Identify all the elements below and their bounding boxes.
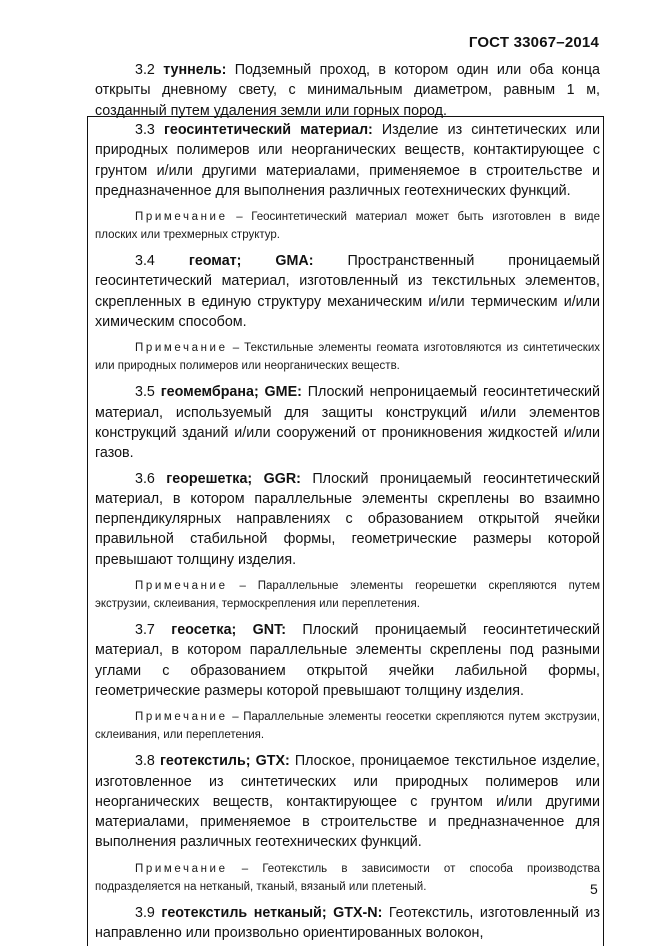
term-name: туннель: — [163, 62, 227, 78]
term-entry-3-7 — [95, 620, 600, 701]
note-3-7 — [95, 708, 600, 744]
note-label: Примечание — [135, 580, 228, 593]
term-name: геотекстиль; GTX: — [159, 753, 290, 770]
note-3-6 — [95, 577, 600, 613]
term-name: геотекстиль нетканый; GTX-N: — [161, 904, 383, 921]
note-3-3 — [95, 208, 600, 244]
term-definition: Изделие из синтетических или природных полимеров или неорганических веществ, контактирующее с грунтом и/или другими материалами, применяемое в строительстве и предназначенное для выполнения различных геотехнических функций. — [95, 122, 600, 199]
note-3-4 — [95, 339, 600, 375]
term-name: георешетка; GGR: — [166, 470, 301, 487]
note-label: Примечание — [135, 711, 228, 724]
term-definition: Геотекстиль, изготовленный из направленно или произвольно ориентированных волокон, — [95, 904, 600, 942]
term-name: геосинтетический материал: — [163, 122, 373, 138]
note-label: Примечание — [135, 862, 228, 875]
term-entry-3-2 — [95, 60, 600, 121]
term-entry-3-9 — [95, 903, 600, 944]
term-entry-3-8 — [95, 751, 600, 852]
term-name: геомембрана; GME: — [160, 384, 302, 401]
term-number: 3.4 — [135, 253, 155, 270]
term-entry-3-5 — [95, 382, 600, 463]
note-text: – Текстильные элементы геомата изготовляются из синтетических или природных полимеров или неорганических веществ. — [95, 342, 600, 373]
term-entry-3-6 — [95, 469, 600, 570]
note-text: – Геосинтетический материал может быть изготовлен в виде плоских или трехмерных структур. — [95, 211, 600, 242]
term-entry-3-3 — [95, 120, 600, 201]
term-definition: Плоское, проницаемое текстильное изделие, изготовленное из синтетических или природных полимеров или неорганических веществ, контактирующее с грунтом и/или другими материалами, применяемое в строительстве и предназначенное для выполнения различных геотехнических функций. — [95, 753, 600, 851]
note-label: Примечание — [135, 211, 228, 224]
note-text: – Параллельные элементы георешетки скрепляются путем экструзии, склеивания, термоскрепления или переплетения. — [95, 580, 600, 611]
note-3-8 — [95, 860, 600, 896]
term-name: геомат; GMA: — [188, 253, 314, 270]
term-number: 3.6 — [135, 470, 155, 487]
term-number: 3.7 — [135, 622, 155, 639]
term-number: 3.8 — [135, 753, 155, 770]
note-text: – Параллельные элементы геосетки скрепляются путем экструзии, склеивания, или переплетения. — [95, 711, 600, 742]
term-definition: Плоский проницаемый геосинтетический материал, в котором параллельные элементы скреплены под разными углами с образованием открытой ячейки лабильной формы, геометрические размеры которой превышают толщину изделия. — [95, 622, 600, 699]
document-code-header: ГОСТ 33067–2014 — [468, 34, 599, 51]
term-number: 3.5 — [135, 384, 155, 401]
term-definition: Плоский проницаемый геосинтетический материал, в котором параллельные элементы скреплены во взаимно перпендикулярных направлениях с образованием открытой ячейки правильной стабильной формы, геометрические размеры которой превышают толщину изделия. — [95, 470, 600, 568]
term-entry-3-4 — [95, 251, 600, 332]
term-number: 3.2 — [135, 62, 155, 78]
term-number: 3.3 — [135, 122, 155, 138]
term-definition: Плоский непроницаемый геосинтетический материал, используемый для защиты конструкций и/или элементов конструкций зданий и/или сооружений от проникновения жидкостей и/или газов. — [95, 384, 600, 462]
framed-terms — [95, 120, 600, 943]
term-definition: Подземный проход, в котором один или оба конца открыты дневному свету, с минимальным диаметром, равным 1 м, созданный путем удаления земли или горных пород. — [95, 62, 600, 119]
term-definition: Пространственный проницаемый геосинтетический материал, изготовленный из текстильных элементов, скрепленных в единую структуру механическим и/или термическим и/или химическим способом. — [95, 253, 600, 331]
term-name: геосетка; GNT: — [171, 622, 287, 639]
page-number: 5 — [590, 881, 598, 897]
note-text: – Геотекстиль в зависимости от способа производства подразделяется на нетканый, тканый, вязаный или плетеный. — [95, 862, 600, 893]
term-number: 3.9 — [135, 904, 155, 921]
note-label: Примечание — [135, 342, 228, 355]
